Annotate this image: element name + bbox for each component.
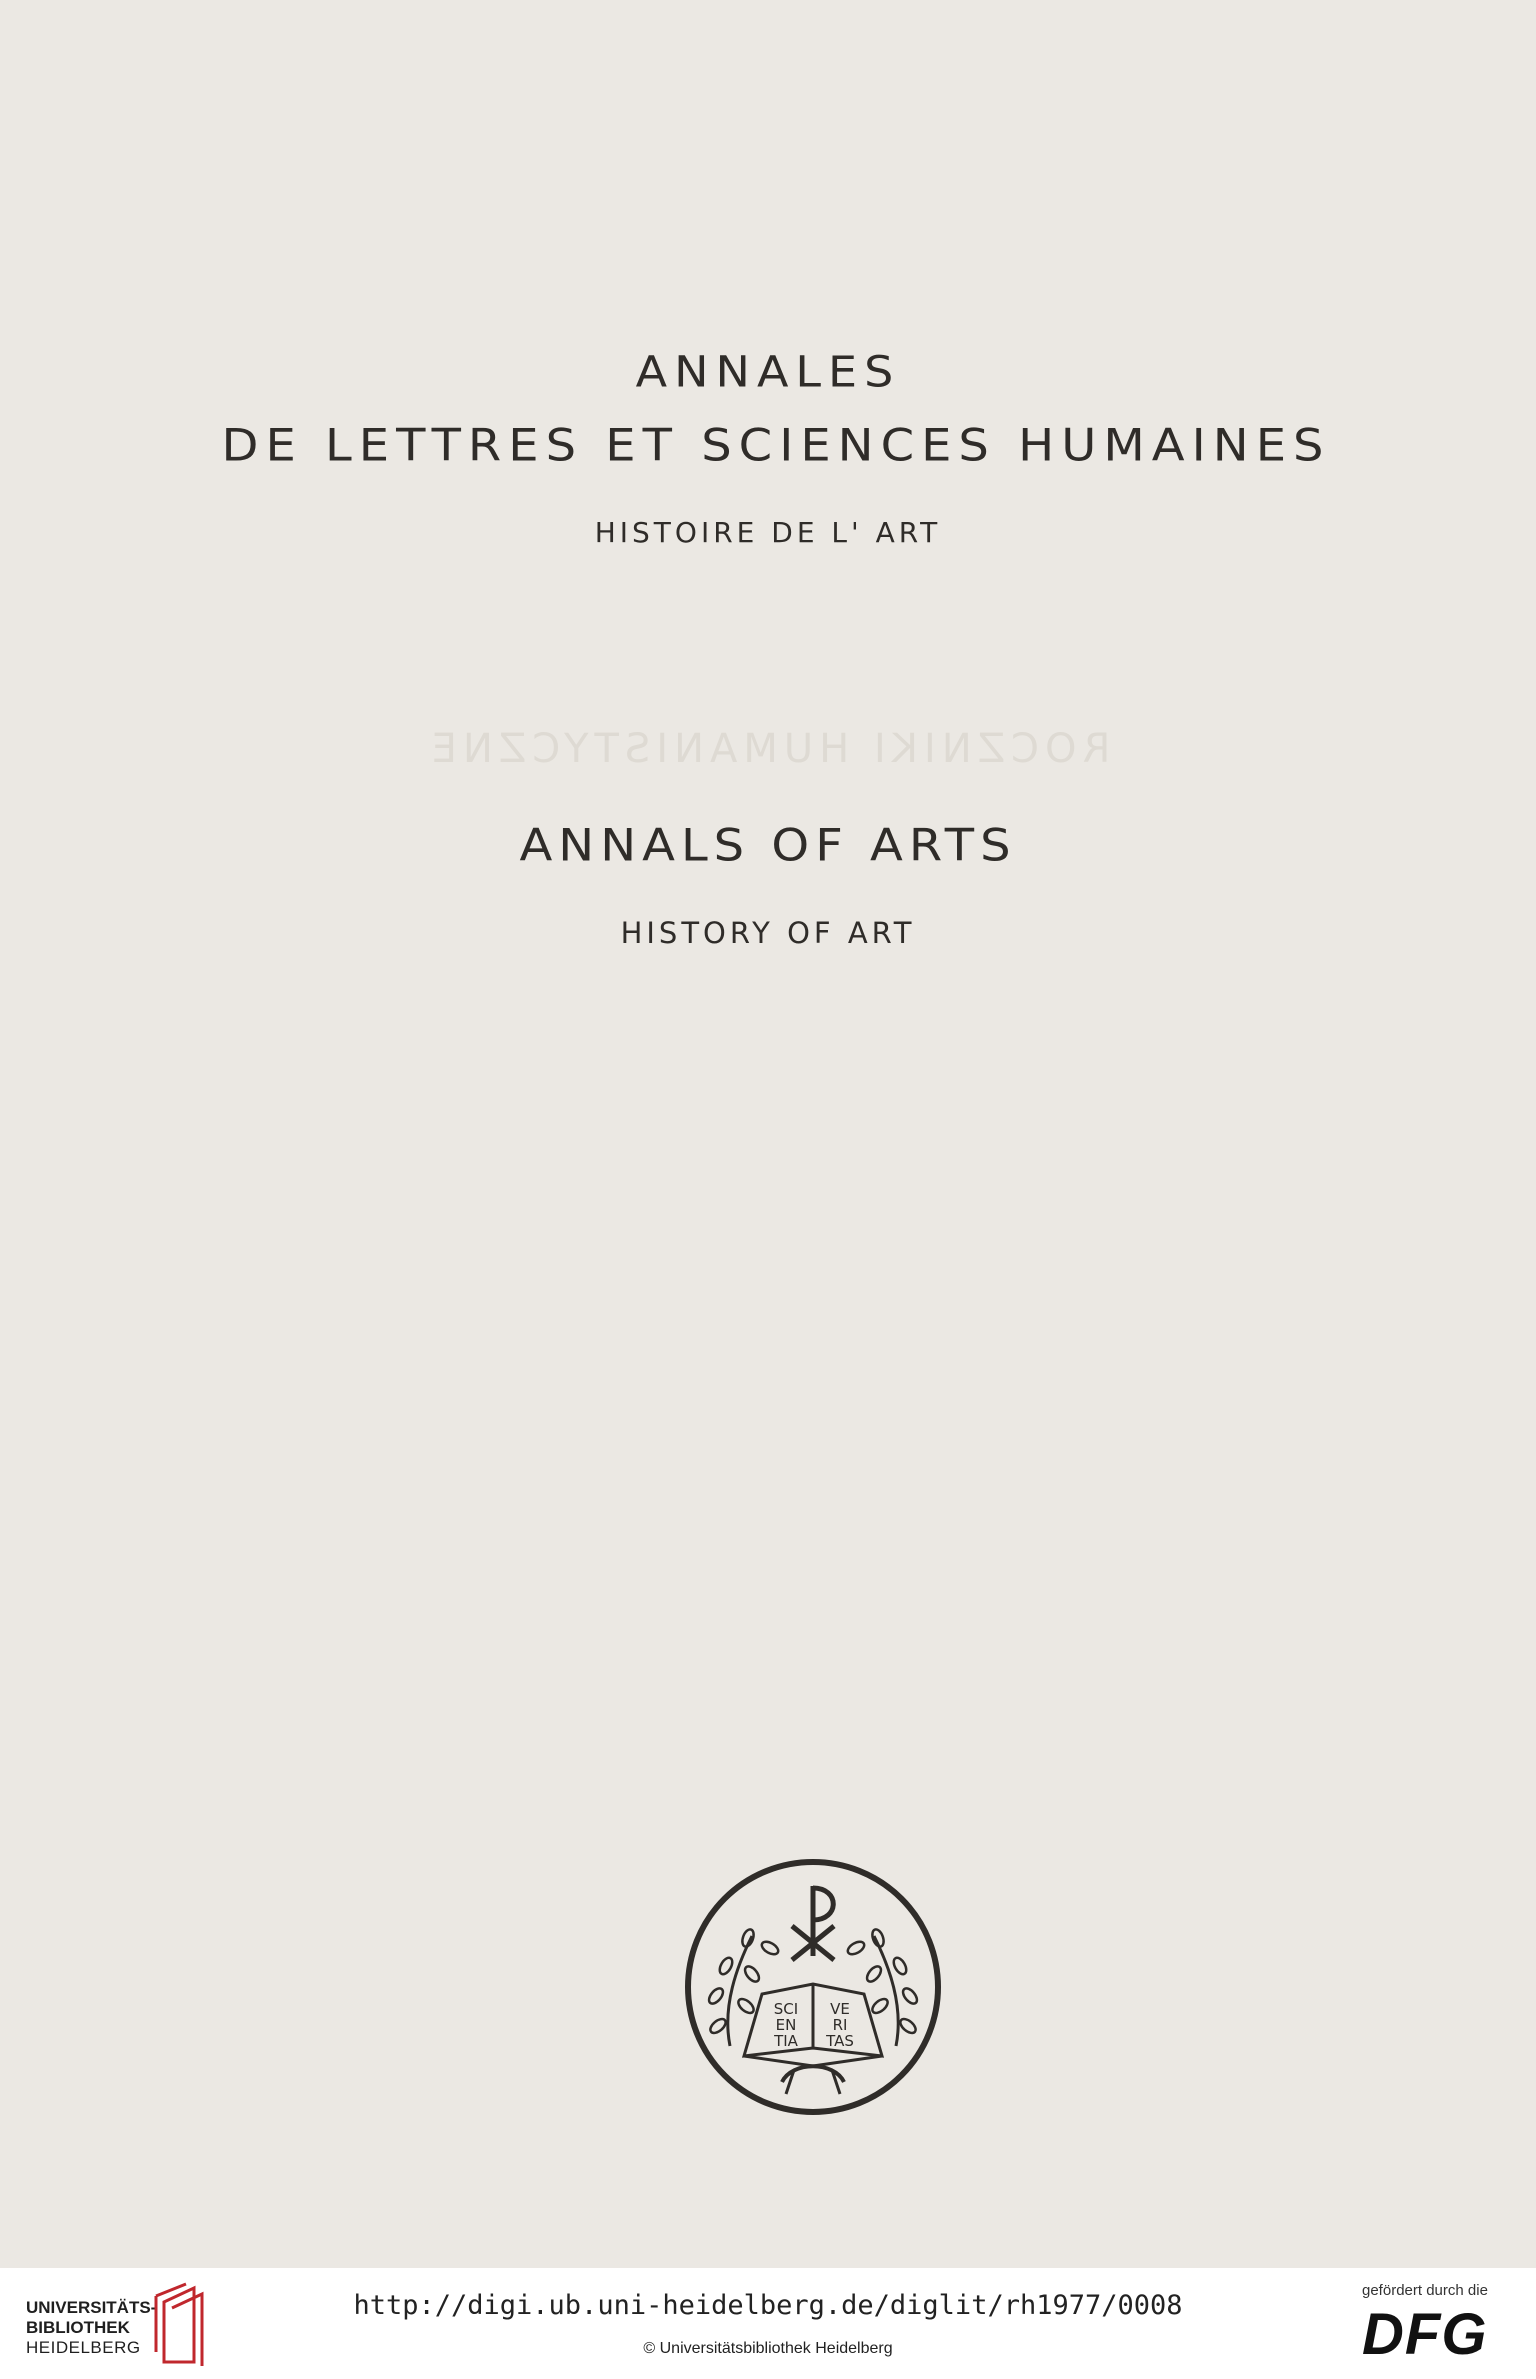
book-text-left-3: TIA: [774, 2032, 798, 2050]
book-text-right-3: TAS: [826, 2032, 854, 2050]
permalink-url[interactable]: http://digi.ub.uni-heidelberg.de/diglit/rh1977/0008: [353, 2290, 1183, 2321]
book-text-right-1: VE: [830, 2000, 850, 2018]
university-seal-emblem: [682, 1856, 944, 2118]
library-name-line2: BIBLIOTHEK: [26, 2318, 130, 2337]
digitization-footer: [0, 2268, 1536, 2379]
library-name-line1: UNIVERSITÄTS-: [26, 2298, 157, 2317]
dfg-logo[interactable]: DFG: [1362, 2302, 1488, 2367]
show-through-text: ROCZNIKI HUMANISTYCZNE: [425, 726, 1111, 772]
title-lettres-sciences: DE LETTRES ET SCIENCES HUMAINES: [221, 420, 1331, 472]
book-text-left-2: EN: [775, 2016, 797, 2034]
library-name-line3: HEIDELBERG: [26, 2338, 141, 2357]
copyright-notice: © Universitätsbibliothek Heidelberg: [643, 2340, 893, 2357]
title-annals-of-arts: ANNALS OF ARTS: [519, 820, 1017, 872]
subtitle-history-of-art: HISTORY OF ART: [620, 916, 916, 950]
book-text-right-2: RI: [832, 2016, 848, 2034]
funded-by-label: gefördert durch die: [1362, 2282, 1488, 2299]
subtitle-histoire-art: HISTOIRE DE L' ART: [594, 516, 942, 549]
title-annales: ANNALES: [635, 347, 901, 397]
book-text-left-1: SCI: [773, 2000, 799, 2018]
